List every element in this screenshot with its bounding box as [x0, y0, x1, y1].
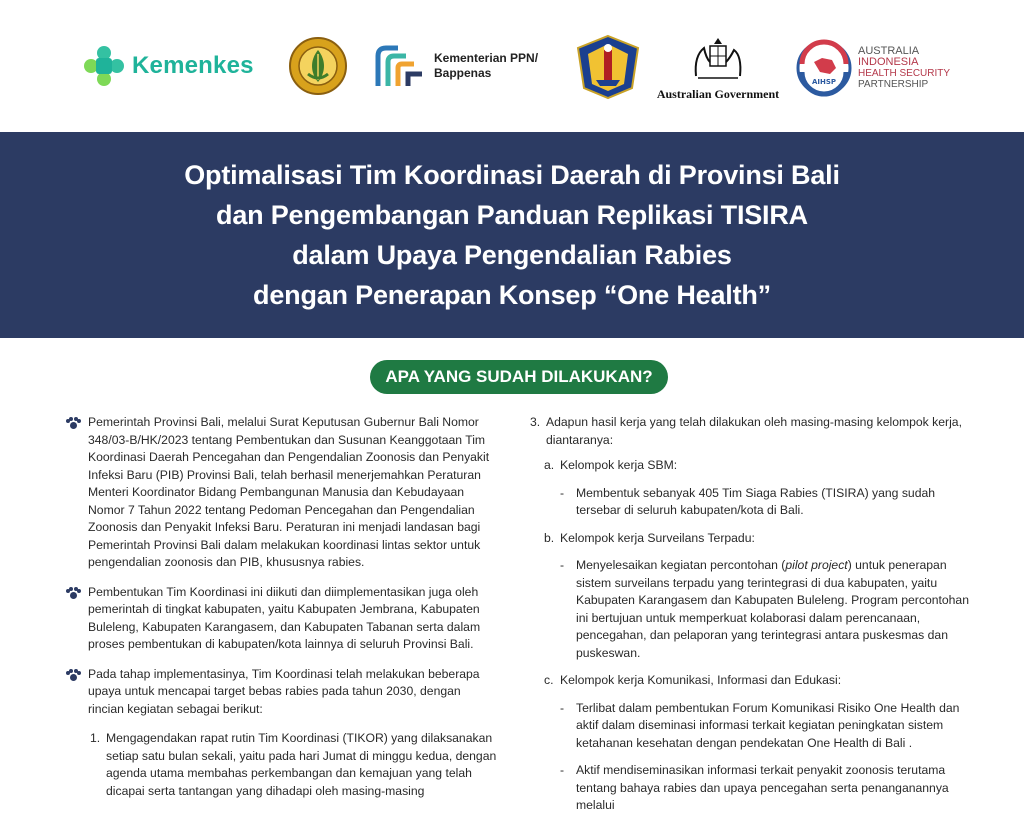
page-title: [184, 155, 840, 315]
sub-item-a: [526, 457, 976, 475]
sub-item-label: Kelompok kerja SBM:: [560, 458, 678, 472]
list-item: [526, 557, 976, 662]
title-line-4: dengan Penerapan Konsep “One Health”: [253, 280, 771, 310]
list-item: [526, 762, 976, 815]
title-line-2: dan Pengembangan Panduan Replikasi TISIRA: [216, 200, 808, 230]
bullet-text: Pemerintah Provinsi Bali, melalui Surat Keputusan Gubernur Bali Nomor 348/03-B/HK/2023 tentang Pembentukan dan Susunan Keanggotaan Tim Koordinasi Daerah Pencegahan dan Pengendalian Zoonosis dan Penyakit Infeksi Baru (PIB) Provinsi Bali, telah berhasil menerjemahkan Peraturan Menteri Koordinator Bidang Pembangunan Manusia dan Kebudayaan Nomor 7 Tahun 2022 tentang Pedoman Pencegahan dan Pengendalian Zoonosis dan Penyakit Infeksi Baru. Peraturan ini menjadi landasan bagi Pemerintah Provinsi Bali dalam melakukan koordinasi lintas sektor untuk pengendalian zoonosis dan PIB, khususnya rabies.: [88, 415, 490, 569]
kemenkes-mark-icon: [84, 46, 124, 86]
list-item: [66, 666, 498, 719]
australian-government-logo: [652, 36, 784, 101]
pilot-project-term: pilot project: [785, 558, 848, 572]
sub-item-letter: b.: [544, 530, 555, 545]
sub-item-letter: a.: [544, 458, 555, 472]
list-item: [66, 584, 498, 654]
ministry-seal-icon: [288, 36, 348, 96]
ahsp-line1b: INDONESIA: [858, 56, 919, 68]
ahsp-line3: PARTNERSHIP: [858, 79, 929, 90]
ahsp-line2: HEALTH SECURITY: [858, 68, 951, 79]
item-text: Mengagendakan rapat rutin Tim Koordinasi (TIKOR) yang dilaksanakan setiap satu bulan sekali, yaitu pada hari Jumat di minggu kedua, dengan agenda utama membahas perkembangan dan kemajuan yang telah dicapai serta tantangan yang dihadapi oleh masing-masing: [106, 731, 497, 798]
list-item: [526, 414, 976, 449]
dash-text: [576, 557, 976, 662]
sub-item-b: [526, 530, 976, 548]
bappenas-line1: Kementerian PPN/: [434, 51, 539, 65]
bappenas-line2: Bappenas: [434, 66, 492, 80]
dash-text: Aktif mendiseminasikan informasi terkait penyakit zoonosis terutama tentang bahaya rabies dan upaya pencegahan serta penanganannya melalui: [576, 763, 949, 812]
title-banner: [0, 132, 1024, 338]
dash-text-post: ) untuk penerapan sistem surveilans terpadu yang terintegrasi di dua kabupaten, yaitu Kabupaten Karangasem dan Kabupaten Buleleng. Program percontohan ini bertujuan untuk memperkuat kolaborasi dalam perencanaan, pencegahan, dan pelaporan yang terintegrasi antara puskesmas dan puskeswan.: [576, 558, 969, 660]
bullet-text: Pada tahap implementasinya, Tim Koordinasi telah melakukan beberapa upaya untuk mencapai target bebas rabies pada tahun 2030, dengan rincian kegiatan sebagai berikut:: [88, 666, 480, 716]
paw-icon: [66, 669, 80, 682]
bappenas-mark-icon: [376, 44, 424, 88]
ahsp-badge-text: AIHSP: [811, 78, 837, 86]
item-number: 3.: [530, 415, 541, 429]
dash-marker: -: [560, 700, 565, 715]
list-item: [526, 485, 976, 520]
title-line-3: dalam Upaya Pengendalian Rabies: [292, 240, 732, 270]
list-item: [526, 700, 976, 753]
paw-icon: [66, 417, 80, 430]
ahsp-line1a: AUSTRALIA: [858, 45, 919, 57]
title-line-1: Optimalisasi Tim Koordinasi Daerah di Provinsi Bali: [184, 160, 840, 190]
list-item: [66, 414, 498, 572]
dash-marker: -: [560, 558, 565, 572]
ahsp-badge-icon: [796, 40, 852, 96]
bullet-text: Pembentukan Tim Koordinasi ini diikuti dan diimplementasikan juga oleh pemerintah di tingkat kabupaten, yaitu Kabupaten Jembrana, Kabupaten Buleleng, Kabupaten Karangasem, dan Kabupaten Tabanan serta dalam proses pembentukan di kabupaten/kota lainnya di seluruh Provinsi Bali.: [88, 584, 481, 651]
ahsp-logo: [796, 38, 966, 98]
bappenas-logo: [376, 44, 566, 88]
left-column: [66, 414, 498, 808]
dash-marker: -: [560, 763, 565, 777]
item-text: Adapun hasil kerja yang telah dilakukan oleh masing-masing kelompok kerja, diantaranya:: [546, 415, 962, 447]
dash-text-pre: Menyelesaikan kegiatan percontohan (: [576, 558, 786, 572]
sub-item-c: [526, 672, 976, 690]
item-number: 1.: [90, 731, 101, 745]
sub-item-letter: c.: [544, 673, 554, 687]
logo-bar: [0, 0, 1024, 132]
ahsp-text: [858, 46, 966, 90]
sub-item-label: Kelompok kerja Surveilans Terpadu:: [560, 530, 755, 545]
kemenkes-text: Kemenkes: [132, 52, 254, 79]
bappenas-text: [434, 51, 538, 81]
right-column: [526, 414, 976, 825]
dash-text: Membentuk sebanyak 405 Tim Siaga Rabies (TISIRA) yang sudah tersebar di seluruh kabupaten/kota di Bali.: [576, 485, 936, 517]
section-heading: APA YANG SUDAH DILAKUKAN?: [370, 360, 668, 394]
coat-of-arms-icon: [688, 36, 748, 80]
kemenkes-logo: [84, 44, 274, 88]
paw-icon: [66, 587, 80, 600]
bali-province-emblem-icon: [576, 34, 640, 100]
sub-item-label: Kelompok kerja Komunikasi, Informasi dan Edukasi:: [560, 673, 842, 687]
dash-marker: -: [560, 485, 565, 500]
dash-text: Terlibat dalam pembentukan Forum Komunikasi Risiko One Health dan aktif dalam diseminasi informasi terkait kegiatan peningkatan sistem ketahanan kesehatan dengan pendekatan One Health di Bali .: [576, 700, 960, 750]
australian-government-text: Australian Government: [656, 87, 780, 101]
list-item: [66, 730, 498, 800]
